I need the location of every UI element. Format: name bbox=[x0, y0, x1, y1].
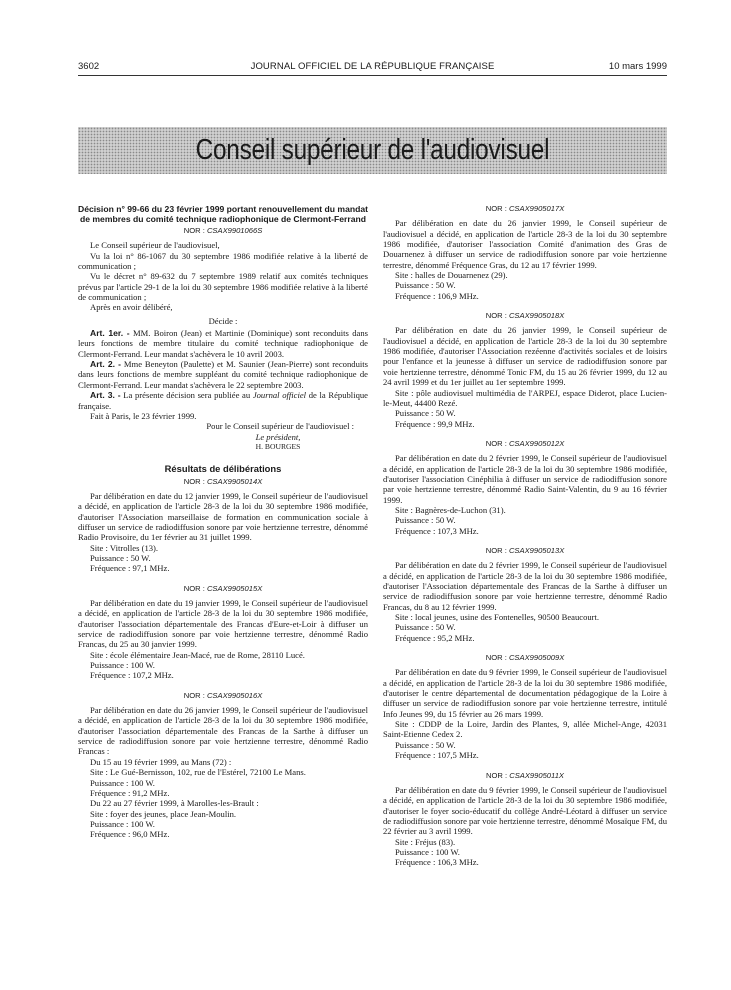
entry-power: Puissance : 50 W. bbox=[395, 622, 456, 633]
entry-line: Puissance : 100 W. bbox=[90, 818, 155, 829]
page-header bbox=[78, 61, 667, 75]
entry-frequency: Fréquence : 106,9 MHz. bbox=[395, 290, 479, 301]
entry-frequency: Fréquence : 106,3 MHz. bbox=[395, 857, 479, 868]
journal-title: JOURNAL OFFICIEL DE LA RÉPUBLIQUE FRANÇAISE bbox=[250, 61, 495, 72]
entry-line: Fréquence : 91,2 MHz. bbox=[90, 787, 170, 798]
entry-text: Par délibération en date du 2 février 1999, le Conseil supérieur de l'audiovisuel a décidé, en application de l'article 28-3 de la loi du 30 septembre 1986 modifiée, d'autoriser l'association Cinéphilia à diffuser un service de radiodiffusion sonore par voie hertzienne terrestre, dénommé Radio Saint-Valentin, du 9 au 16 février 1999. bbox=[383, 453, 667, 505]
entry-site: Site : Vitrolles (13). bbox=[90, 542, 159, 553]
result-entry bbox=[78, 584, 368, 681]
result-entry bbox=[383, 204, 667, 301]
entry-nor: NOR : CSAX9905015X bbox=[183, 583, 263, 593]
result-entry bbox=[383, 771, 667, 868]
entry-power: Puissance : 100 W. bbox=[90, 660, 155, 671]
preamble-3: Vu le décret n° 89-632 du 7 septembre 1989 relatif aux comités techniques prévus par l'article 29-1 de la loi du 30 septembre 1986 modifiée relative à la liberté de communication ; bbox=[78, 271, 368, 303]
entry-line: Fréquence : 96,0 MHz. bbox=[90, 829, 170, 840]
entry-site: Site : Fréjus (83). bbox=[395, 836, 456, 847]
entry-text: Par délibération en date du 9 février 1999, le Conseil supérieur de l'audiovisuel a décidé, en application de l'article 28-3 de la loi du 30 septembre 1986 modifiée, d'autoriser le foyer socio-éducatif du collège André-Léotard à diffuser un service de radiodiffusion sonore par voie hertzienne terrestre, dénommé Mosaïque FM, du 22 février au 3 avril 1999. bbox=[383, 784, 667, 837]
entry-site: Site : école élémentaire Jean-Macé, rue de Rome, 28110 Lucé. bbox=[90, 649, 305, 660]
entry-text: Par délibération en date du 19 janvier 1999, le Conseil supérieur de l'audiovisuel a décidé, en application de l'article 28-3 de la loi du 30 septembre 1986 modifiée, d'autoriser l'association départementale des Francas d'Eure-et-Loir à diffuser un service de radiodiffusion sonore par voie hertzienne terrestre, dénommé Radio Francas, du 25 au 30 janvier 1999. bbox=[78, 598, 368, 650]
entry-text: Par délibération en date du 2 février 1999, le Conseil supérieur de l'audiovisuel a décidé, en application de l'article 28-3 de la loi du 30 septembre 1986 modifiée, d'autoriser l'Association départementale des Francas de la Sarthe à diffuser un service de radiodiffusion sonore par voie hertzienne terrestre, dénommé Radio Francas, du 8 au 12 février 1999. bbox=[383, 560, 667, 612]
entry-line: Site : Le Gué-Bernisson, 102, rue de l'Estérel, 72100 Le Mans. bbox=[90, 767, 306, 778]
entry-frequency: Fréquence : 107,3 MHz. bbox=[395, 525, 479, 536]
left-column bbox=[78, 204, 368, 840]
entry-nor: NOR : CSAX9905014X bbox=[183, 476, 263, 486]
section-banner bbox=[78, 127, 667, 174]
entry-power: Puissance : 50 W. bbox=[395, 515, 456, 526]
result-entry bbox=[383, 653, 667, 760]
entry-line: Du 22 au 27 février 1999, à Marolles-les-Brault : bbox=[90, 798, 259, 809]
entry-frequency: Fréquence : 107,5 MHz. bbox=[395, 750, 479, 761]
entry-frequency: Fréquence : 107,2 MHz. bbox=[90, 670, 174, 681]
signature-name: H. BOURGES bbox=[255, 441, 301, 451]
result-entry bbox=[78, 691, 368, 840]
result-entry bbox=[78, 477, 368, 574]
entry-nor: NOR : CSAX9905012X bbox=[485, 438, 565, 448]
entry-text: Par délibération en date du 26 janvier 1999, le Conseil supérieur de l'audiovisuel a décidé, en application de l'article 28-3 de la loi du 30 septembre 1986 modifiée, d'autoriser l'association départementale des Francas de la Sarthe à diffuser un service de radiodiffusion sonore par voie hertzienne terrestre, dénommé Radio Francas : bbox=[78, 705, 368, 757]
result-entry bbox=[383, 546, 667, 643]
entry-frequency: Fréquence : 99,9 MHz. bbox=[395, 418, 475, 429]
entry-power: Puissance : 50 W. bbox=[395, 739, 456, 750]
preamble-2: Vu la loi n° 86-1067 du 30 septembre 1986 modifiée relative à la liberté de communication ; bbox=[78, 250, 368, 272]
entry-power: Puissance : 50 W. bbox=[395, 408, 456, 419]
decision-title: Décision n° 99-66 du 23 février 1999 portant renouvellement du mandat de membres du comité technique radiophonique de Clermont-Ferrand bbox=[78, 204, 368, 224]
entry-nor: NOR : CSAX9905016X bbox=[183, 690, 263, 700]
right-column bbox=[383, 204, 667, 868]
decide-label: Décide : bbox=[208, 315, 238, 326]
entry-power: Puissance : 100 W. bbox=[395, 846, 460, 857]
entry-site: Site : pôle audiovisuel multimédia de l'ARPEJ, espace Diderot, place Lucien-le-Meut, 44400 Rezé. bbox=[383, 387, 667, 408]
results-heading: Résultats de délibérations bbox=[164, 463, 282, 475]
entry-text: Par délibération en date du 9 février 1999, le Conseil supérieur de l'audiovisuel a décidé, en application de l'article 28-3 de la loi du 30 septembre 1986 modifiée, d'autoriser le centre départemental de documentation pédagogique de la Loire à diffuser un service de radiodiffusion sonore par voie hertzienne terrestre, intitulé Info Jeunes 99, du 15 février au 26 mars 1999. bbox=[383, 667, 667, 719]
entry-site: Site : local jeunes, usine des Fontenelles, 90500 Beaucourt. bbox=[395, 612, 600, 623]
entry-line: Site : foyer des jeunes, place Jean-Moulin. bbox=[90, 808, 237, 819]
signature-role: Le président, bbox=[255, 431, 301, 442]
entry-nor: NOR : CSAX9905018X bbox=[485, 311, 565, 321]
entry-site: Site : halles de Douarnenez (29). bbox=[395, 270, 508, 281]
entry-power: Puissance : 50 W. bbox=[395, 280, 456, 291]
entry-text: Par délibération en date du 26 janvier 1999, le Conseil supérieur de l'audiovisuel a décidé, en application de l'article 28-3 de la loi du 30 septembre 1986 modifiée, d'autoriser l'association Comité d'animation des Gras de Douarnenez à diffuser un service de radiodiffusion sonore par voie hertzienne terrestre, dénommé Fréquence Gras, du 12 au 17 février 1999. bbox=[383, 218, 667, 270]
entry-text: Par délibération en date du 12 janvier 1999, le Conseil supérieur de l'audiovisuel a décidé, en application de l'article 28-3 de la loi du 30 septembre 1986 modifiée, d'autoriser l'Association marseillaise de formation en communication sociale à diffuser un service de radiodiffusion sonore par voie hertzienne terrestre, dénommé Radio Provisoire, du 1er février au 31 juillet 1999. bbox=[78, 490, 368, 543]
article-1: Art. 1er. - MM. Boiron (Jean) et Martinie (Dominique) sont reconduits dans leurs fonctions de membre titulaire du comité technique radiophonique de Clermont-Ferrand. Leur mandat s'achèvera le 10 avril 2003. bbox=[78, 328, 368, 359]
signature-org: Pour le Conseil supérieur de l'audiovisuel : bbox=[206, 421, 354, 432]
entry-nor: NOR : CSAX9905011X bbox=[486, 770, 564, 780]
entry-line: Du 15 au 19 février 1999, au Mans (72) : bbox=[90, 756, 232, 767]
article-3: Art. 3. - La présente décision sera publiée au Journal officiel de la République française. bbox=[78, 390, 368, 411]
preamble-4: Après en avoir délibéré, bbox=[90, 302, 173, 313]
entry-text: Par délibération en date du 26 janvier 1999, le Conseil supérieur de l'audiovisuel a décidé, en application de l'article 28-3 de la loi du 30 septembre 1986 modifiée, d'autoriser l'Association rezéenne d'activités sociales et de loisirs pour l'enfance et la jeunesse à diffuser un service de radiodiffusion sonore par voie hertzienne terrestre, dénommé Tonic FM, du 15 au 26 février 1999, du 12 au 24 avril 1999 et du 1er juillet au 1er septembre 1999. bbox=[383, 325, 667, 388]
banner-title: Conseil supérieur de l'audiovisuel bbox=[195, 134, 550, 166]
entry-nor: NOR : CSAX9905009X bbox=[485, 653, 565, 663]
entry-nor: NOR : CSAX9905013X bbox=[485, 545, 565, 555]
issue-date: 10 mars 1999 bbox=[608, 61, 667, 72]
entry-frequency: Fréquence : 97,1 MHz. bbox=[90, 563, 170, 574]
article-2: Art. 2. - Mme Beneyton (Paulette) et M. Saunier (Jean-Pierre) sont reconduits dans leurs fonctions de membre suppléant du comité technique radiophonique de Clermont-Ferrand. Leur mandat s'achèvera le 22 septembre 2003. bbox=[78, 359, 368, 390]
entry-line: Puissance : 100 W. bbox=[90, 777, 155, 788]
header-rule bbox=[78, 75, 667, 76]
preamble-1: Le Conseil supérieur de l'audiovisuel, bbox=[90, 240, 220, 251]
entry-site: Site : CDDP de la Loire, Jardin des Plantes, 9, allée Michel-Ange, 42031 Saint-Etienne Cedex 2. bbox=[383, 719, 667, 740]
entry-site: Site : Bagnères-de-Luchon (31). bbox=[395, 504, 506, 515]
decision-nor: NOR : CSAX9901066S bbox=[183, 226, 263, 235]
entry-nor: NOR : CSAX9905017X bbox=[485, 204, 565, 213]
entry-power: Puissance : 50 W. bbox=[90, 552, 151, 563]
result-entry bbox=[383, 311, 667, 429]
done-at: Fait à Paris, le 23 février 1999. bbox=[90, 410, 197, 421]
result-entry bbox=[383, 439, 667, 536]
page-number: 3602 bbox=[78, 61, 100, 72]
entry-frequency: Fréquence : 95,2 MHz. bbox=[395, 632, 475, 643]
